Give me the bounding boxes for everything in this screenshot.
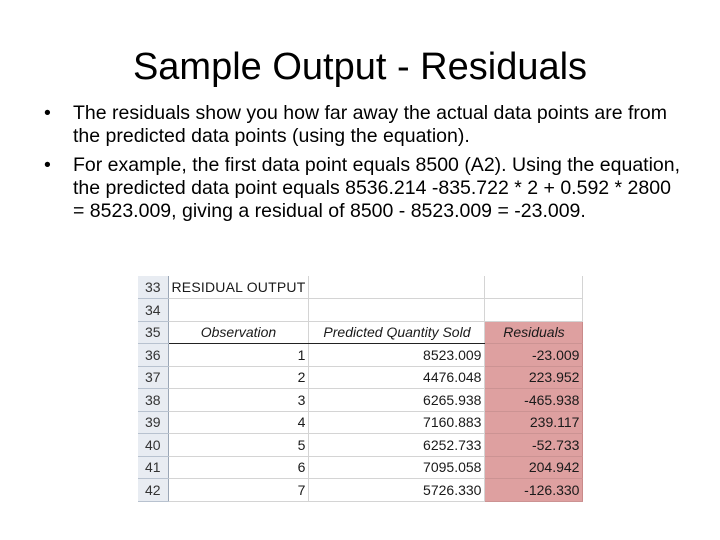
table-row xyxy=(138,299,583,322)
residual-output-table xyxy=(138,276,583,502)
predicted-cell[interactable]: 6252.733 xyxy=(309,434,485,457)
bullet-list xyxy=(44,102,684,229)
row-number[interactable]: 40 xyxy=(138,434,168,457)
empty-cell[interactable] xyxy=(309,276,485,299)
predicted-cell[interactable]: 5726.330 xyxy=(309,479,485,502)
row-number[interactable]: 36 xyxy=(138,344,168,367)
table-row xyxy=(138,344,583,367)
slide-title: Sample Output - Residuals xyxy=(132,46,588,88)
predicted-cell[interactable]: 7095.058 xyxy=(309,456,485,479)
empty-cell[interactable] xyxy=(309,299,485,322)
predicted-header[interactable]: Predicted Quantity Sold xyxy=(309,321,485,344)
empty-cell[interactable] xyxy=(485,299,583,322)
table-row xyxy=(138,276,583,299)
residuals-header[interactable]: Residuals xyxy=(485,321,583,344)
empty-cell[interactable] xyxy=(485,276,583,299)
row-number[interactable]: 37 xyxy=(138,366,168,389)
residual-output-title[interactable]: RESIDUAL OUTPUT xyxy=(168,276,309,299)
residual-cell[interactable]: -465.938 xyxy=(485,389,583,412)
row-number[interactable]: 42 xyxy=(138,479,168,502)
bullet-marker: • xyxy=(44,102,51,124)
predicted-cell[interactable]: 4476.048 xyxy=(309,366,485,389)
table-row xyxy=(138,456,583,479)
observation-header[interactable]: Observation xyxy=(168,321,309,344)
observation-cell[interactable]: 6 xyxy=(168,456,309,479)
predicted-cell[interactable]: 8523.009 xyxy=(309,344,485,367)
residual-cell[interactable]: -23.009 xyxy=(485,344,583,367)
table-row xyxy=(138,434,583,457)
observation-cell[interactable]: 1 xyxy=(168,344,309,367)
table-row xyxy=(138,389,583,412)
header-row xyxy=(138,321,583,344)
row-number[interactable]: 41 xyxy=(138,456,168,479)
bullet-item xyxy=(44,102,684,148)
observation-cell[interactable]: 4 xyxy=(168,411,309,434)
observation-cell[interactable]: 5 xyxy=(168,434,309,457)
table-row xyxy=(138,479,583,502)
row-number[interactable]: 38 xyxy=(138,389,168,412)
predicted-cell[interactable]: 7160.883 xyxy=(309,411,485,434)
bullet-text: The residuals show you how far away the actual data points are from the predicted data points (using the equation). xyxy=(73,102,667,147)
bullet-item xyxy=(44,154,684,223)
bullet-text: For example, the first data point equals 8500 (A2). Using the equation, the predicted data point equals 8536.214 -835.722 * 2 + 0.592 * 2800 = 8523.009, giving a residual of 8500 - 8523.009 = -23.009. xyxy=(73,154,681,222)
row-number[interactable]: 34 xyxy=(138,299,168,322)
bullet-marker: • xyxy=(44,154,51,176)
observation-cell[interactable]: 3 xyxy=(168,389,309,412)
table-row xyxy=(138,366,583,389)
residual-cell[interactable]: 204.942 xyxy=(485,456,583,479)
observation-cell[interactable]: 7 xyxy=(168,479,309,502)
table-row xyxy=(138,411,583,434)
row-number[interactable]: 39 xyxy=(138,411,168,434)
predicted-cell[interactable]: 6265.938 xyxy=(309,389,485,412)
residual-cell[interactable]: 223.952 xyxy=(485,366,583,389)
residual-cell[interactable]: -126.330 xyxy=(485,479,583,502)
empty-cell[interactable] xyxy=(168,299,309,322)
row-number[interactable]: 33 xyxy=(138,276,168,299)
residual-cell[interactable]: 239.117 xyxy=(485,411,583,434)
residual-cell[interactable]: -52.733 xyxy=(485,434,583,457)
observation-cell[interactable]: 2 xyxy=(168,366,309,389)
row-number[interactable]: 35 xyxy=(138,321,168,344)
